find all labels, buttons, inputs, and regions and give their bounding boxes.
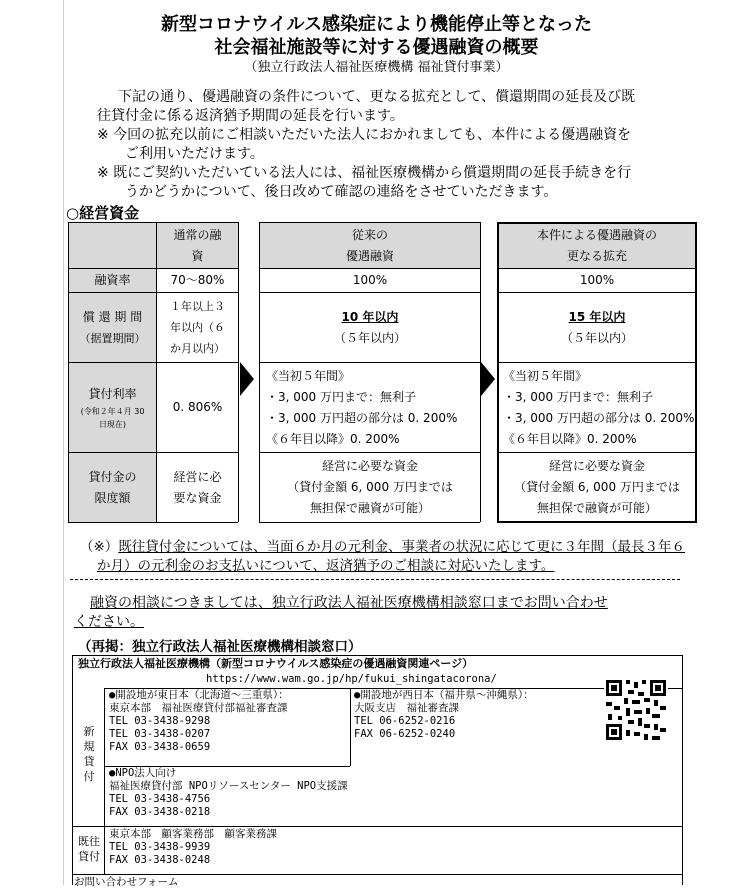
consult-line2: ください。 <box>74 614 144 630</box>
rate-prev: 100% <box>352 273 388 287</box>
footnote-line2: か月）の元利金のお支払いについて、返済猶予のご相談に対応いたします。 <box>97 558 555 574</box>
contact-heading: （再掲：独立行政法人福祉医療機構相談窓口） <box>78 639 362 655</box>
west-contact: ●開設地が西日本（福井県～沖縄県）： 大阪支店 福祉審査課 TEL 06-6252-0216 FAX 06-6252-0240 <box>354 689 534 740</box>
row-interest-label: 貸付利率 (令和２年４月 30 日現在) <box>69 363 156 452</box>
inquiry-form-label: お問い合わせフォーム <box>74 876 179 888</box>
consult-line1: 融資の相談につきましては、独立行政法人福祉医療機構相談窓口までお問い合わせ <box>90 595 608 611</box>
rate-normal: 70～80% <box>170 273 225 287</box>
row-limit-label: 貸付金の 限度額 <box>69 453 156 522</box>
limit-prev: 経営に必要な資金 （貸付金額 6, 000 万円までは 無担保で融資が可能） <box>287 459 453 515</box>
interest-normal: 0. 806% <box>172 400 223 414</box>
rate-new: 100% <box>579 273 615 287</box>
existing-loan-label: 既往 貸付 <box>78 835 100 863</box>
col-new-header: 本件による優遇融資の 更なる拡充 <box>499 224 695 268</box>
period-normal: １年以上３ 年以内（６ か月以内） <box>170 300 225 355</box>
interest-new: 《当初５年間》 ・3, 000 万円まで：無利子 ・3, 000 万円超の部分は 0. 200% 《６年目以降》0. 200% <box>503 368 695 446</box>
title-sub: （独立行政法人福祉医療機構 福祉貸付事業） <box>244 60 509 75</box>
note1-line2: ご利用いただけます。 <box>125 146 264 162</box>
npo-contact: ●NPO法人向け 福祉医療貸付部 NPOリソースセンター NPO支援課 TEL 03-3438-4756 FAX 03-3438-0218 <box>109 767 348 818</box>
existing-contact: 東京本部 顧客業務部 顧客業務課 TEL 03-3438-9939 FAX 03-3438-0248 <box>109 828 277 866</box>
note2-line1: ※ 既にご契約いただいている法人には、福祉医療機構から償還期間の延長手続きを行 <box>97 165 632 181</box>
limit-new: 経営に必要な資金 （貸付金額 6, 000 万円までは 無担保で融資が可能） <box>514 458 680 515</box>
qr-code-icon[interactable] <box>604 678 668 742</box>
arrow-right-icon <box>240 362 254 396</box>
row-rate-label: 融資率 <box>69 269 156 292</box>
title-line2: 社会福祉施設等に対する優遇融資の概要 <box>214 37 539 58</box>
note1-line1: ※ 今回の拡充以前にご相談いただいた法人におかれましても、本件による優遇融資を <box>97 127 632 143</box>
corner-cell <box>69 223 156 268</box>
footnote-line1: （※）既往貸付金については、当面６か月の元利金、事業者の状況に応じて更に３年間（最長３年６ <box>80 539 686 555</box>
intro-line2: 往貸付金に係る返済猶予期間の延長を行います。 <box>97 108 404 124</box>
title-line1: 新型コロナウイルス感染症により機能停止等となった <box>161 14 592 35</box>
contact-url[interactable]: https://www.wam.go.jp/hp/fukui_shingatacorona/ <box>206 673 497 685</box>
period-new: 15 年以内 （５年以内） <box>560 309 633 345</box>
section-heading: ○経営資金 <box>66 204 140 222</box>
east-contact: ●開設地が東日本（北海道～三重県）： 東京本部 福祉医療貸付部福祉審査課 TEL 03-3438-9298 TEL 03-3438-0207 FAX 03-3438-0659 <box>109 689 289 753</box>
arrow-right-icon <box>481 362 495 396</box>
period-prev: 10 年以内 （５年以内） <box>333 309 406 345</box>
contact-org: 独立行政法人福祉医療機構（新型コロナウイルス感染症の優遇融資関連ページ） <box>78 657 474 670</box>
col-prev-header: 従来の 優遇融資 <box>260 223 480 268</box>
row-period-label: 償 還 期 間 （据置期間） <box>69 293 156 362</box>
page-edge-line <box>63 0 64 885</box>
interest-prev: 《当初５年間》 ・3, 000 万円まで：無利子 ・3, 000 万円超の部分は 0. 200% 《６年目以降》0. 200% <box>266 368 458 446</box>
limit-normal: 経営に必 要な資金 <box>173 469 222 505</box>
col-normal-header: 通常の融 資 <box>157 223 238 268</box>
new-loan-label: 新 規 貸 付 <box>83 725 95 783</box>
note2-line2: うかどうかについて、後日改めて確認の連絡をさせていただきます。 <box>125 184 558 200</box>
intro-line1: 下記の通り、優遇融資の条件について、更なる拡充として、償還期間の延長及び既 <box>118 89 636 105</box>
divider <box>70 579 680 580</box>
